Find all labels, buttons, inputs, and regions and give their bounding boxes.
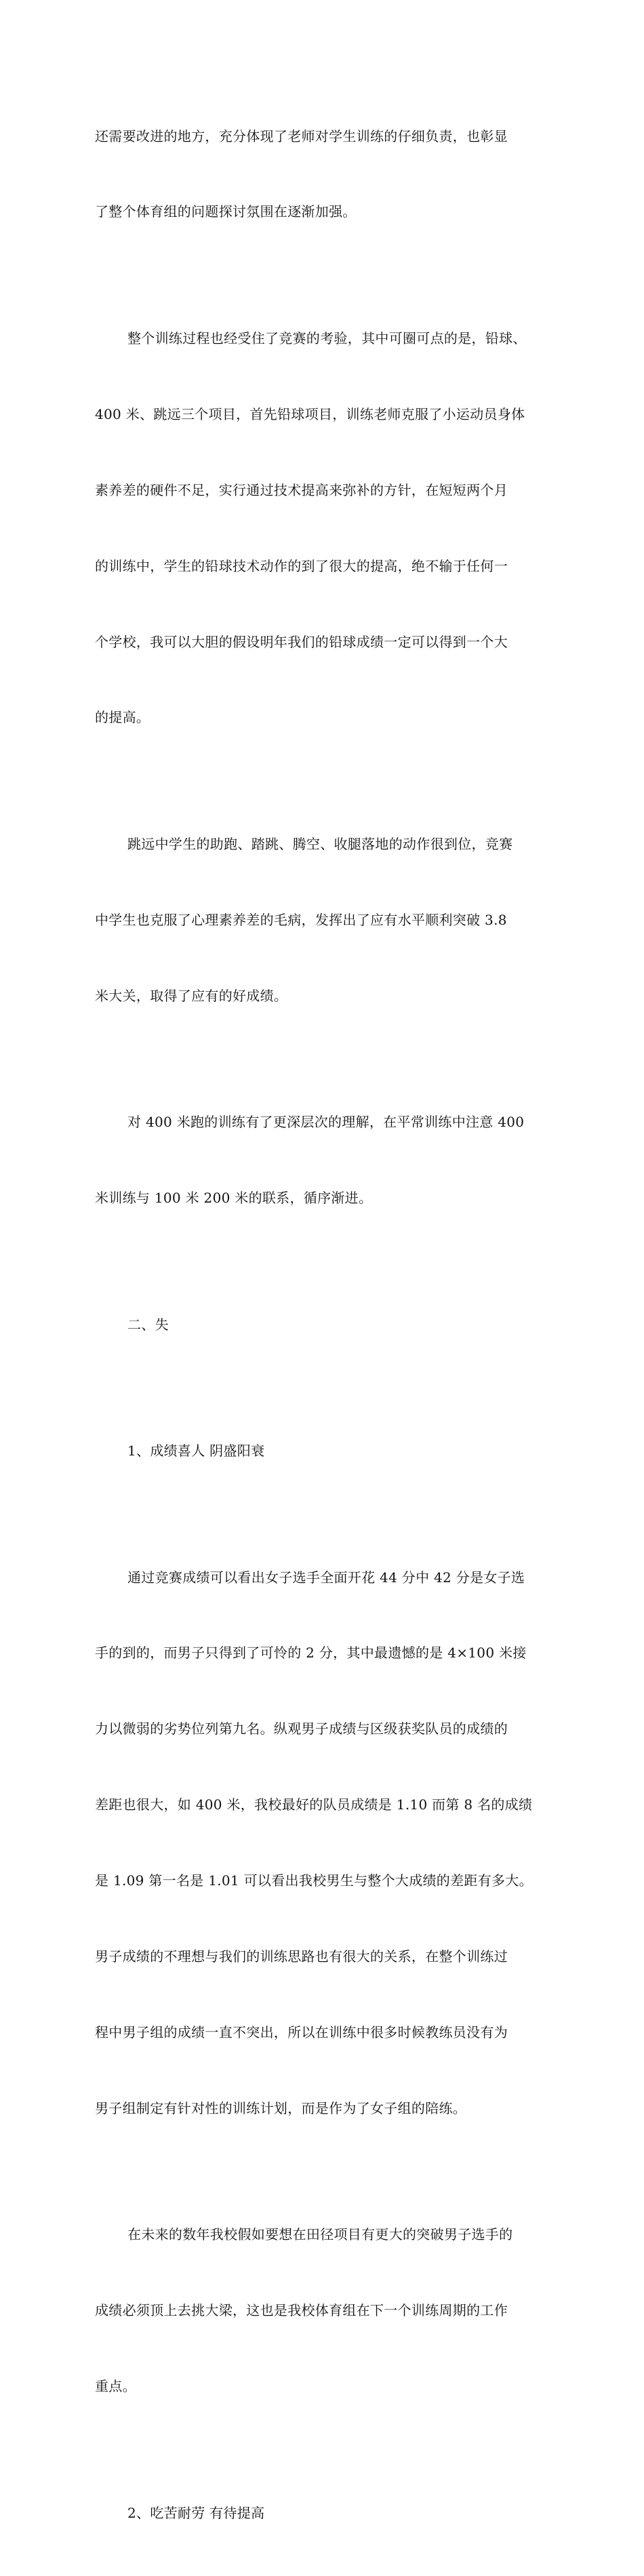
text-line: 的训练中，学生的铅球技术动作的到了很大的提高，绝不输于任何一 — [95, 557, 508, 574]
text-line: 个学校，我可以大胆的假设明年我们的铅球成绩一定可以得到一个大 — [95, 633, 508, 650]
text-line: 男子成绩的不理想与我们的训练思路也有很大的关系，在整个训练过 — [95, 1948, 508, 1965]
text-line: 素养差的硬件不足，实行通过技术提高来弥补的方针，在短短两个月 — [95, 481, 508, 498]
text-line: 了整个体育组的问题探讨氛围在逐渐加强。 — [95, 203, 357, 220]
text-line: 重点。 — [95, 2378, 136, 2395]
paragraph-1 — [95, 73, 556, 275]
paragraph-2 — [95, 275, 556, 781]
text-line: 手的到的，而男子只得到了可怜的 2 分，其中最遗憾的是 4×100 米接 — [95, 1645, 527, 1662]
text-line: 中学生也克服了心理素养差的毛病，发挥出了应有水平顺利突破 3.8 — [95, 911, 507, 928]
text-line: 是 1.09 第一名是 1.01 可以看出我校男生与整个大成绩的差距有多大。 — [95, 1872, 533, 1889]
heading-text: 2、吃苦耐劳 有待提高 — [127, 2504, 265, 2521]
text-line: 还需要改进的地方，充分体现了老师对学生训练的仔细负责，也彰显 — [95, 127, 508, 144]
text-line: 男子组制定有针对性的训练计划，而是作为了女子组的陪练。 — [95, 2099, 467, 2116]
text-line: 差距也很大，如 400 米，我校最好的队员成绩是 1.10 而第 8 名的成绩 — [95, 1796, 533, 1813]
text-line: 米大关，取得了应有的好成绩。 — [95, 987, 288, 1004]
heading-text: 1、成绩喜人 阴盛阳衰 — [127, 1443, 265, 1460]
text-line: 程中男子组的成绩一直不突出，所以在训练中很多时候教练员没有为 — [95, 2024, 508, 2040]
text-line: 米训练与 100 米 200 米的联系，循序渐进。 — [95, 1190, 373, 1207]
paragraph-6 — [95, 2172, 556, 2450]
text-line: 成绩必须顶上去挑大梁，这也是我校体育组在下一个训练周期的工作 — [95, 2302, 508, 2319]
text-line: 力以微弱的劣势位列第九名。纵观男子成绩与区级获奖队员的成绩的 — [95, 1720, 508, 1737]
text-line: 的提高。 — [95, 709, 150, 726]
subsection-heading-1 — [95, 1388, 556, 1514]
section-heading-shi — [95, 1262, 556, 1388]
paragraph-4 — [95, 1060, 556, 1262]
text-line: 400 米、跳远三个项目，首先铅球项目，训练老师克服了小运动员身体 — [95, 405, 525, 422]
document-body — [95, 73, 556, 2576]
text-line: 对 400 米跑的训练有了更深层次的理解，在平常训练中注意 400 — [127, 1114, 525, 1131]
text-line: 整个训练过程也经受住了竞赛的考验，其中可圈可点的是，铅球、 — [127, 329, 527, 346]
text-line: 在未来的数年我校假如要想在田径项目有更大的突破男子选手的 — [127, 2226, 513, 2243]
text-line: 跳远中学生的助跑、踏跳、腾空、收腿落地的动作很到位，竞赛 — [127, 835, 513, 852]
subsection-heading-2 — [95, 2450, 556, 2576]
heading-text: 二、失 — [127, 1316, 169, 1333]
text-line: 通过竞赛成绩可以看出女子选手全面开花 44 分中 42 分是女子选 — [127, 1569, 525, 1586]
paragraph-3 — [95, 781, 556, 1059]
paragraph-5 — [95, 1514, 556, 2172]
